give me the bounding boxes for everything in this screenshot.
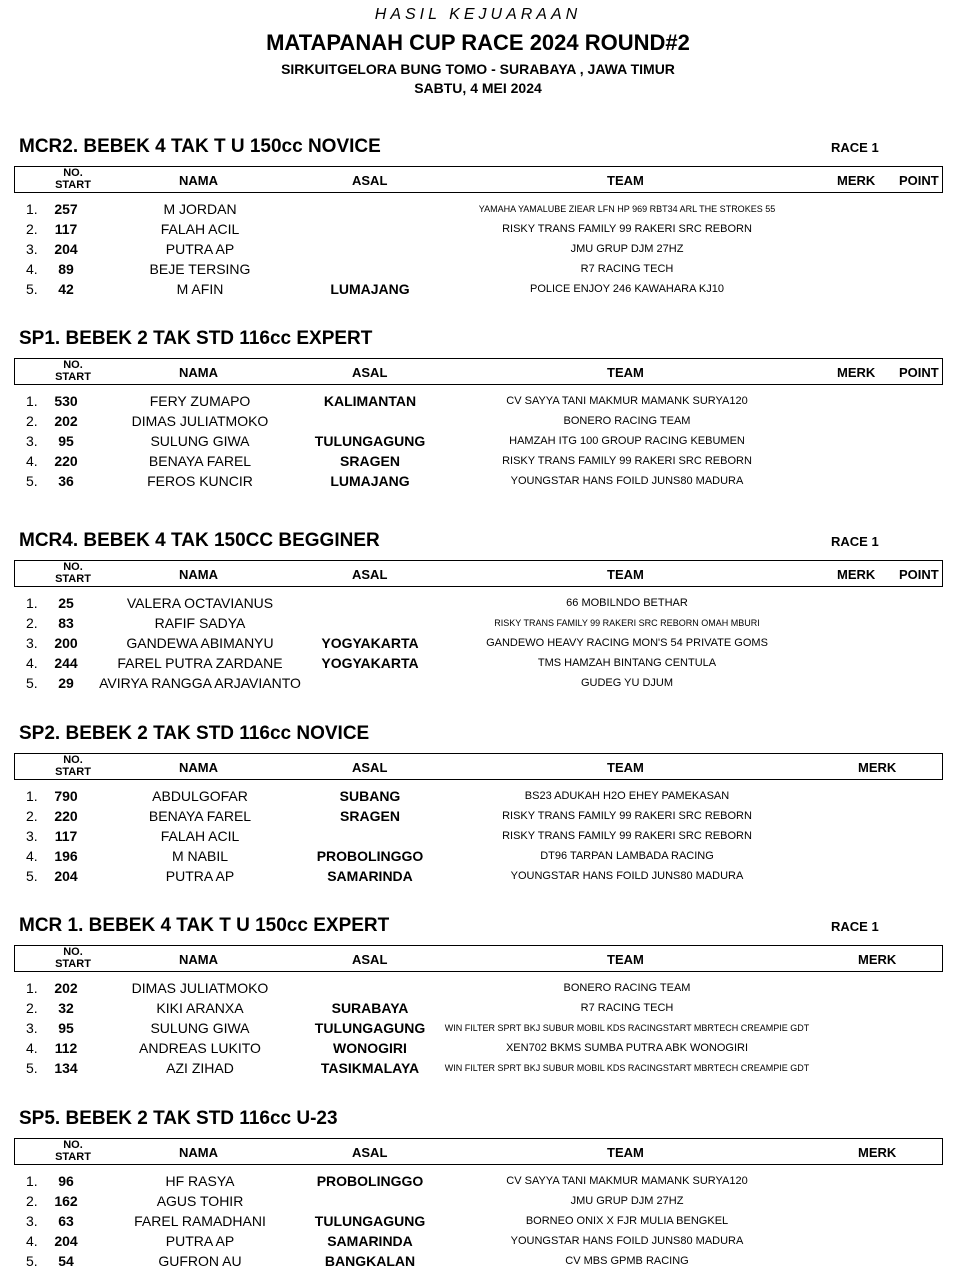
position-cell: 3. [26,635,38,651]
column-header-nama: NAMA [179,1145,218,1160]
team-cell: RISKY TRANS FAMILY 99 RAKERI SRC REBORN OMAH MBURI [494,618,760,628]
table-row [0,391,956,411]
rider-name-cell: M NABIL [171,848,228,864]
rider-name-cell: M JORDAN [163,201,237,217]
position-cell: 4. [26,1233,38,1249]
team-cell: YOUNGSTAR HANS FOILD JUNS80 MADURA [510,1235,744,1247]
column-header-team: TEAM [607,365,644,380]
rider-name-cell: SULUNG GIWA [150,1020,250,1036]
team-cell: GUDEG YU DJUM [580,677,674,689]
team-cell: BORNEO ONIX X FJR MULIA BENGKEL [525,1215,729,1227]
start-number-cell: 530 [54,393,78,409]
column-header-no-line2: START [55,179,91,191]
position-cell: 3. [26,828,38,844]
rider-name-cell: AZI ZIHAD [166,1060,234,1076]
origin-cell: PROBOLINGGO [316,848,424,864]
position-cell: 2. [26,413,38,429]
rider-name-cell: ANDREAS LUKITO [139,1040,261,1056]
team-cell: CV SAYYA TANI MAKMUR MAMANK SURYA120 [506,395,748,407]
origin-cell: SURABAYA [331,1000,409,1016]
position-cell: 3. [26,1213,38,1229]
section-title: MCR4. BEBEK 4 TAK 150CC BEGGINER [19,530,380,551]
table-header [14,166,943,193]
column-header-nama: NAMA [179,173,218,188]
start-number-cell: 134 [54,1060,78,1076]
column-header-no-line1: NO. [63,754,83,766]
team-cell: BONERO RACING TEAM [563,415,691,427]
position-cell: 1. [26,1173,38,1189]
table-header [14,358,943,385]
start-number-cell: 54 [58,1253,74,1269]
column-header-team: TEAM [607,1145,644,1160]
column-header-merk: MERK [858,1145,897,1160]
table-row [0,593,956,613]
rider-name-cell: AVIRYA RANGGA ARJAVIANTO [99,675,301,691]
table-row [0,653,956,673]
team-cell: WIN FILTER SPRT BKJ SUBUR MOBIL KDS RACINGSTART MBRTECH CREAMPIE GDT [444,1063,810,1073]
column-header-no-line2: START [55,371,91,383]
start-number-cell: 95 [58,433,74,449]
position-cell: 4. [26,453,38,469]
team-cell: RISKY TRANS FAMILY 99 RAKERI SRC REBORN [502,223,752,235]
start-number-cell: 162 [54,1193,78,1209]
origin-cell: TULUNGAGUNG [314,1020,426,1036]
position-cell: 5. [26,281,38,297]
table-row [0,1018,956,1038]
column-header-team: TEAM [607,567,644,582]
table-header [14,945,943,972]
rider-name-cell: PUTRA AP [165,868,235,884]
position-cell: 3. [26,1020,38,1036]
start-number-cell: 204 [54,241,78,257]
column-header-nama: NAMA [179,760,218,775]
rider-name-cell: SULUNG GIWA [150,433,250,449]
table-row [0,978,956,998]
table-row [0,806,956,826]
column-header-nama: NAMA [179,365,218,380]
rider-name-cell: DIMAS JULIATMOKO [131,413,269,429]
table-row [0,411,956,431]
team-cell: R7 RACING TECH [580,263,674,275]
position-cell: 2. [26,221,38,237]
rider-name-cell: RAFIF SADYA [154,615,246,631]
start-number-cell: 220 [54,808,78,824]
rider-name-cell: BENAYA FAREL [148,453,252,469]
rider-name-cell: PUTRA AP [165,241,235,257]
team-cell: GANDEWO HEAVY RACING MON'S 54 PRIVATE GOMS [486,637,768,649]
rider-name-cell: FEROS KUNCIR [147,473,253,489]
start-number-cell: 196 [54,848,78,864]
column-header-no-line2: START [55,958,91,970]
team-cell: R7 RACING TECH [580,1002,674,1014]
section-title: SP5. BEBEK 2 TAK STD 116cc U-23 [19,1108,338,1129]
origin-cell: TULUNGAGUNG [314,1213,426,1229]
team-cell: YAMAHA YAMALUBE ZIEAR LFN HP 969 RBT34 ARL THE STROKES 55 [478,204,776,214]
column-header-asal: ASAL [352,760,388,775]
start-number-cell: 117 [54,828,78,844]
column-header-no-line1: NO. [63,561,83,573]
rider-name-cell: VALERA OCTAVIANUS [126,595,274,611]
column-header-merk: MERK [858,952,897,967]
rider-name-cell: KIKI ARANXA [156,1000,244,1016]
table-row [0,239,956,259]
table-row [0,1058,956,1078]
column-header-no-line2: START [55,766,91,778]
rider-name-cell: GANDEWA ABIMANYU [126,635,274,651]
column-header-no-line1: NO. [63,1139,83,1151]
origin-cell: SRAGEN [340,808,400,824]
race-label: RACE 1 [831,534,879,549]
table-header [14,1138,943,1165]
rider-name-cell: FAREL PUTRA ZARDANE [117,655,283,671]
rider-name-cell: GUFRON AU [158,1253,242,1269]
column-header-asal: ASAL [352,567,388,582]
position-cell: 3. [26,433,38,449]
column-header-nama: NAMA [179,567,218,582]
section-title: SP2. BEBEK 2 TAK STD 116cc NOVICE [19,723,370,744]
column-header-no-start [51,167,95,191]
team-cell: XEN702 BKMS SUMBA PUTRA ABK WONOGIRI [505,1042,749,1054]
origin-cell: KALIMANTAN [323,393,417,409]
start-number-cell: 63 [58,1213,74,1229]
position-cell: 4. [26,848,38,864]
document-title: MATAPANAH CUP RACE 2024 ROUND#2 [266,30,690,55]
origin-cell: YOGYAKARTA [321,655,419,671]
table-row [0,1251,956,1271]
team-cell: POLICE ENJOY 246 KAWAHARA KJ10 [529,283,724,295]
position-cell: 1. [26,393,38,409]
column-header-team: TEAM [607,173,644,188]
section-title: MCR2. BEBEK 4 TAK T U 150cc NOVICE [19,136,381,157]
table-row [0,673,956,693]
table-row [0,219,956,239]
position-cell: 5. [26,1060,38,1076]
column-header-asal: ASAL [352,173,388,188]
origin-cell: WONOGIRI [333,1040,407,1056]
table-row [0,633,956,653]
column-header-point: POINT [899,567,939,582]
position-cell: 5. [26,473,38,489]
position-cell: 2. [26,1193,38,1209]
start-number-cell: 96 [58,1173,74,1189]
table-row [0,1231,956,1251]
column-header-no-line2: START [55,1151,91,1163]
table-row [0,451,956,471]
column-header-asal: ASAL [352,1145,388,1160]
position-cell: 5. [26,868,38,884]
start-number-cell: 204 [54,1233,78,1249]
column-header-asal: ASAL [352,365,388,380]
origin-cell: LUMAJANG [330,473,410,489]
column-header-no-start [51,1139,95,1163]
section-title: MCR 1. BEBEK 4 TAK T U 150cc EXPERT [19,915,390,936]
team-cell: CV SAYYA TANI MAKMUR MAMANK SURYA120 [506,1175,748,1187]
start-number-cell: 204 [54,868,78,884]
team-cell: TMS HAMZAH BINTANG CENTULA [537,657,717,669]
start-number-cell: 220 [54,453,78,469]
column-header-team: TEAM [607,952,644,967]
origin-cell: SUBANG [339,788,401,804]
position-cell: 5. [26,675,38,691]
table-row [0,998,956,1018]
start-number-cell: 117 [54,221,78,237]
position-cell: 4. [26,1040,38,1056]
table-row [0,826,956,846]
table-row [0,786,956,806]
column-header-merk: MERK [837,173,876,188]
race-label: RACE 1 [831,919,879,934]
position-cell: 1. [26,595,38,611]
position-cell: 1. [26,788,38,804]
rider-name-cell: FALAH ACIL [160,221,240,237]
table-row [0,1038,956,1058]
rider-name-cell: HF RASYA [165,1173,235,1189]
column-header-merk: MERK [858,760,897,775]
start-number-cell: 25 [58,595,74,611]
team-cell: RISKY TRANS FAMILY 99 RAKERI SRC REBORN [502,455,752,467]
origin-cell: TASIKMALAYA [320,1060,420,1076]
column-header-merk: MERK [837,567,876,582]
column-header-point: POINT [899,173,939,188]
position-cell: 1. [26,201,38,217]
table-row [0,613,956,633]
position-cell: 2. [26,808,38,824]
section-title: SP1. BEBEK 2 TAK STD 116cc EXPERT [19,328,373,349]
column-header-nama: NAMA [179,952,218,967]
position-cell: 4. [26,261,38,277]
start-number-cell: 42 [58,281,74,297]
column-header-team: TEAM [607,760,644,775]
position-cell: 2. [26,615,38,631]
team-cell: RISKY TRANS FAMILY 99 RAKERI SRC REBORN [502,810,752,822]
table-row [0,259,956,279]
team-cell: JMU GRUP DJM 27HZ [570,243,684,255]
team-cell: RISKY TRANS FAMILY 99 RAKERI SRC REBORN [502,830,752,842]
start-number-cell: 89 [58,261,74,277]
start-number-cell: 112 [54,1040,78,1056]
start-number-cell: 83 [58,615,74,631]
rider-name-cell: M AFIN [176,281,224,297]
table-row [0,1211,956,1231]
table-row [0,279,956,299]
start-number-cell: 790 [54,788,78,804]
start-number-cell: 95 [58,1020,74,1036]
race-label: RACE 1 [831,140,879,155]
table-row [0,1191,956,1211]
start-number-cell: 36 [58,473,74,489]
team-cell: 66 MOBILNDO BETHAR [566,597,688,609]
team-cell: BONERO RACING TEAM [563,982,691,994]
table-row [0,866,956,886]
position-cell: 4. [26,655,38,671]
event-date: SABTU, 4 MEI 2024 [414,80,542,96]
rider-name-cell: AGUS TOHIR [156,1193,244,1209]
position-cell: 2. [26,1000,38,1016]
start-number-cell: 257 [54,201,78,217]
position-cell: 5. [26,1253,38,1269]
document-subtitle: HASIL KEJUARAAN [374,6,582,23]
table-header [14,753,943,780]
origin-cell: TULUNGAGUNG [314,433,426,449]
rider-name-cell: FALAH ACIL [160,828,240,844]
start-number-cell: 202 [54,980,78,996]
origin-cell: BANGKALAN [324,1253,416,1269]
rider-name-cell: BENAYA FAREL [148,808,252,824]
team-cell: BS23 ADUKAH H2O EHEY PAMEKASAN [524,790,730,802]
team-cell: YOUNGSTAR HANS FOILD JUNS80 MADURA [510,870,744,882]
start-number-cell: 32 [58,1000,74,1016]
start-number-cell: 244 [54,655,78,671]
team-cell: HAMZAH ITG 100 GROUP RACING KEBUMEN [509,435,745,447]
position-cell: 1. [26,980,38,996]
start-number-cell: 200 [54,635,78,651]
column-header-no-start [51,561,95,585]
origin-cell: PROBOLINGGO [316,1173,424,1189]
column-header-no-start [51,359,95,383]
team-cell: WIN FILTER SPRT BKJ SUBUR MOBIL KDS RACINGSTART MBRTECH CREAMPIE GDT [444,1023,810,1033]
column-header-no-start [51,754,95,778]
team-cell: JMU GRUP DJM 27HZ [570,1195,684,1207]
start-number-cell: 29 [58,675,74,691]
table-row [0,846,956,866]
rider-name-cell: PUTRA AP [165,1233,235,1249]
table-row [0,431,956,451]
rider-name-cell: BEJE TERSING [149,261,251,277]
rider-name-cell: FAREL RAMADHANI [134,1213,266,1229]
column-header-point: POINT [899,365,939,380]
table-row [0,1171,956,1191]
table-row [0,199,956,219]
rider-name-cell: ABDULGOFAR [152,788,248,804]
position-cell: 3. [26,241,38,257]
column-header-no-line2: START [55,573,91,585]
column-header-merk: MERK [837,365,876,380]
origin-cell: YOGYAKARTA [321,635,419,651]
origin-cell: SRAGEN [340,453,400,469]
event-location: SIRKUITGELORA BUNG TOMO - SURABAYA , JAWA TIMUR [281,61,675,77]
origin-cell: SAMARINDA [327,1233,413,1249]
team-cell: YOUNGSTAR HANS FOILD JUNS80 MADURA [510,475,744,487]
start-number-cell: 202 [54,413,78,429]
column-header-no-line1: NO. [63,359,83,371]
origin-cell: LUMAJANG [330,281,410,297]
rider-name-cell: DIMAS JULIATMOKO [131,980,269,996]
rider-name-cell: FERY ZUMAPO [149,393,251,409]
team-cell: DT96 TARPAN LAMBADA RACING [540,850,714,862]
table-header [14,560,943,587]
column-header-no-start [51,946,95,970]
column-header-asal: ASAL [352,952,388,967]
column-header-no-line1: NO. [63,167,83,179]
table-row [0,471,956,491]
column-header-no-line1: NO. [63,946,83,958]
team-cell: CV MBS GPMB RACING [565,1255,689,1267]
origin-cell: SAMARINDA [327,868,413,884]
